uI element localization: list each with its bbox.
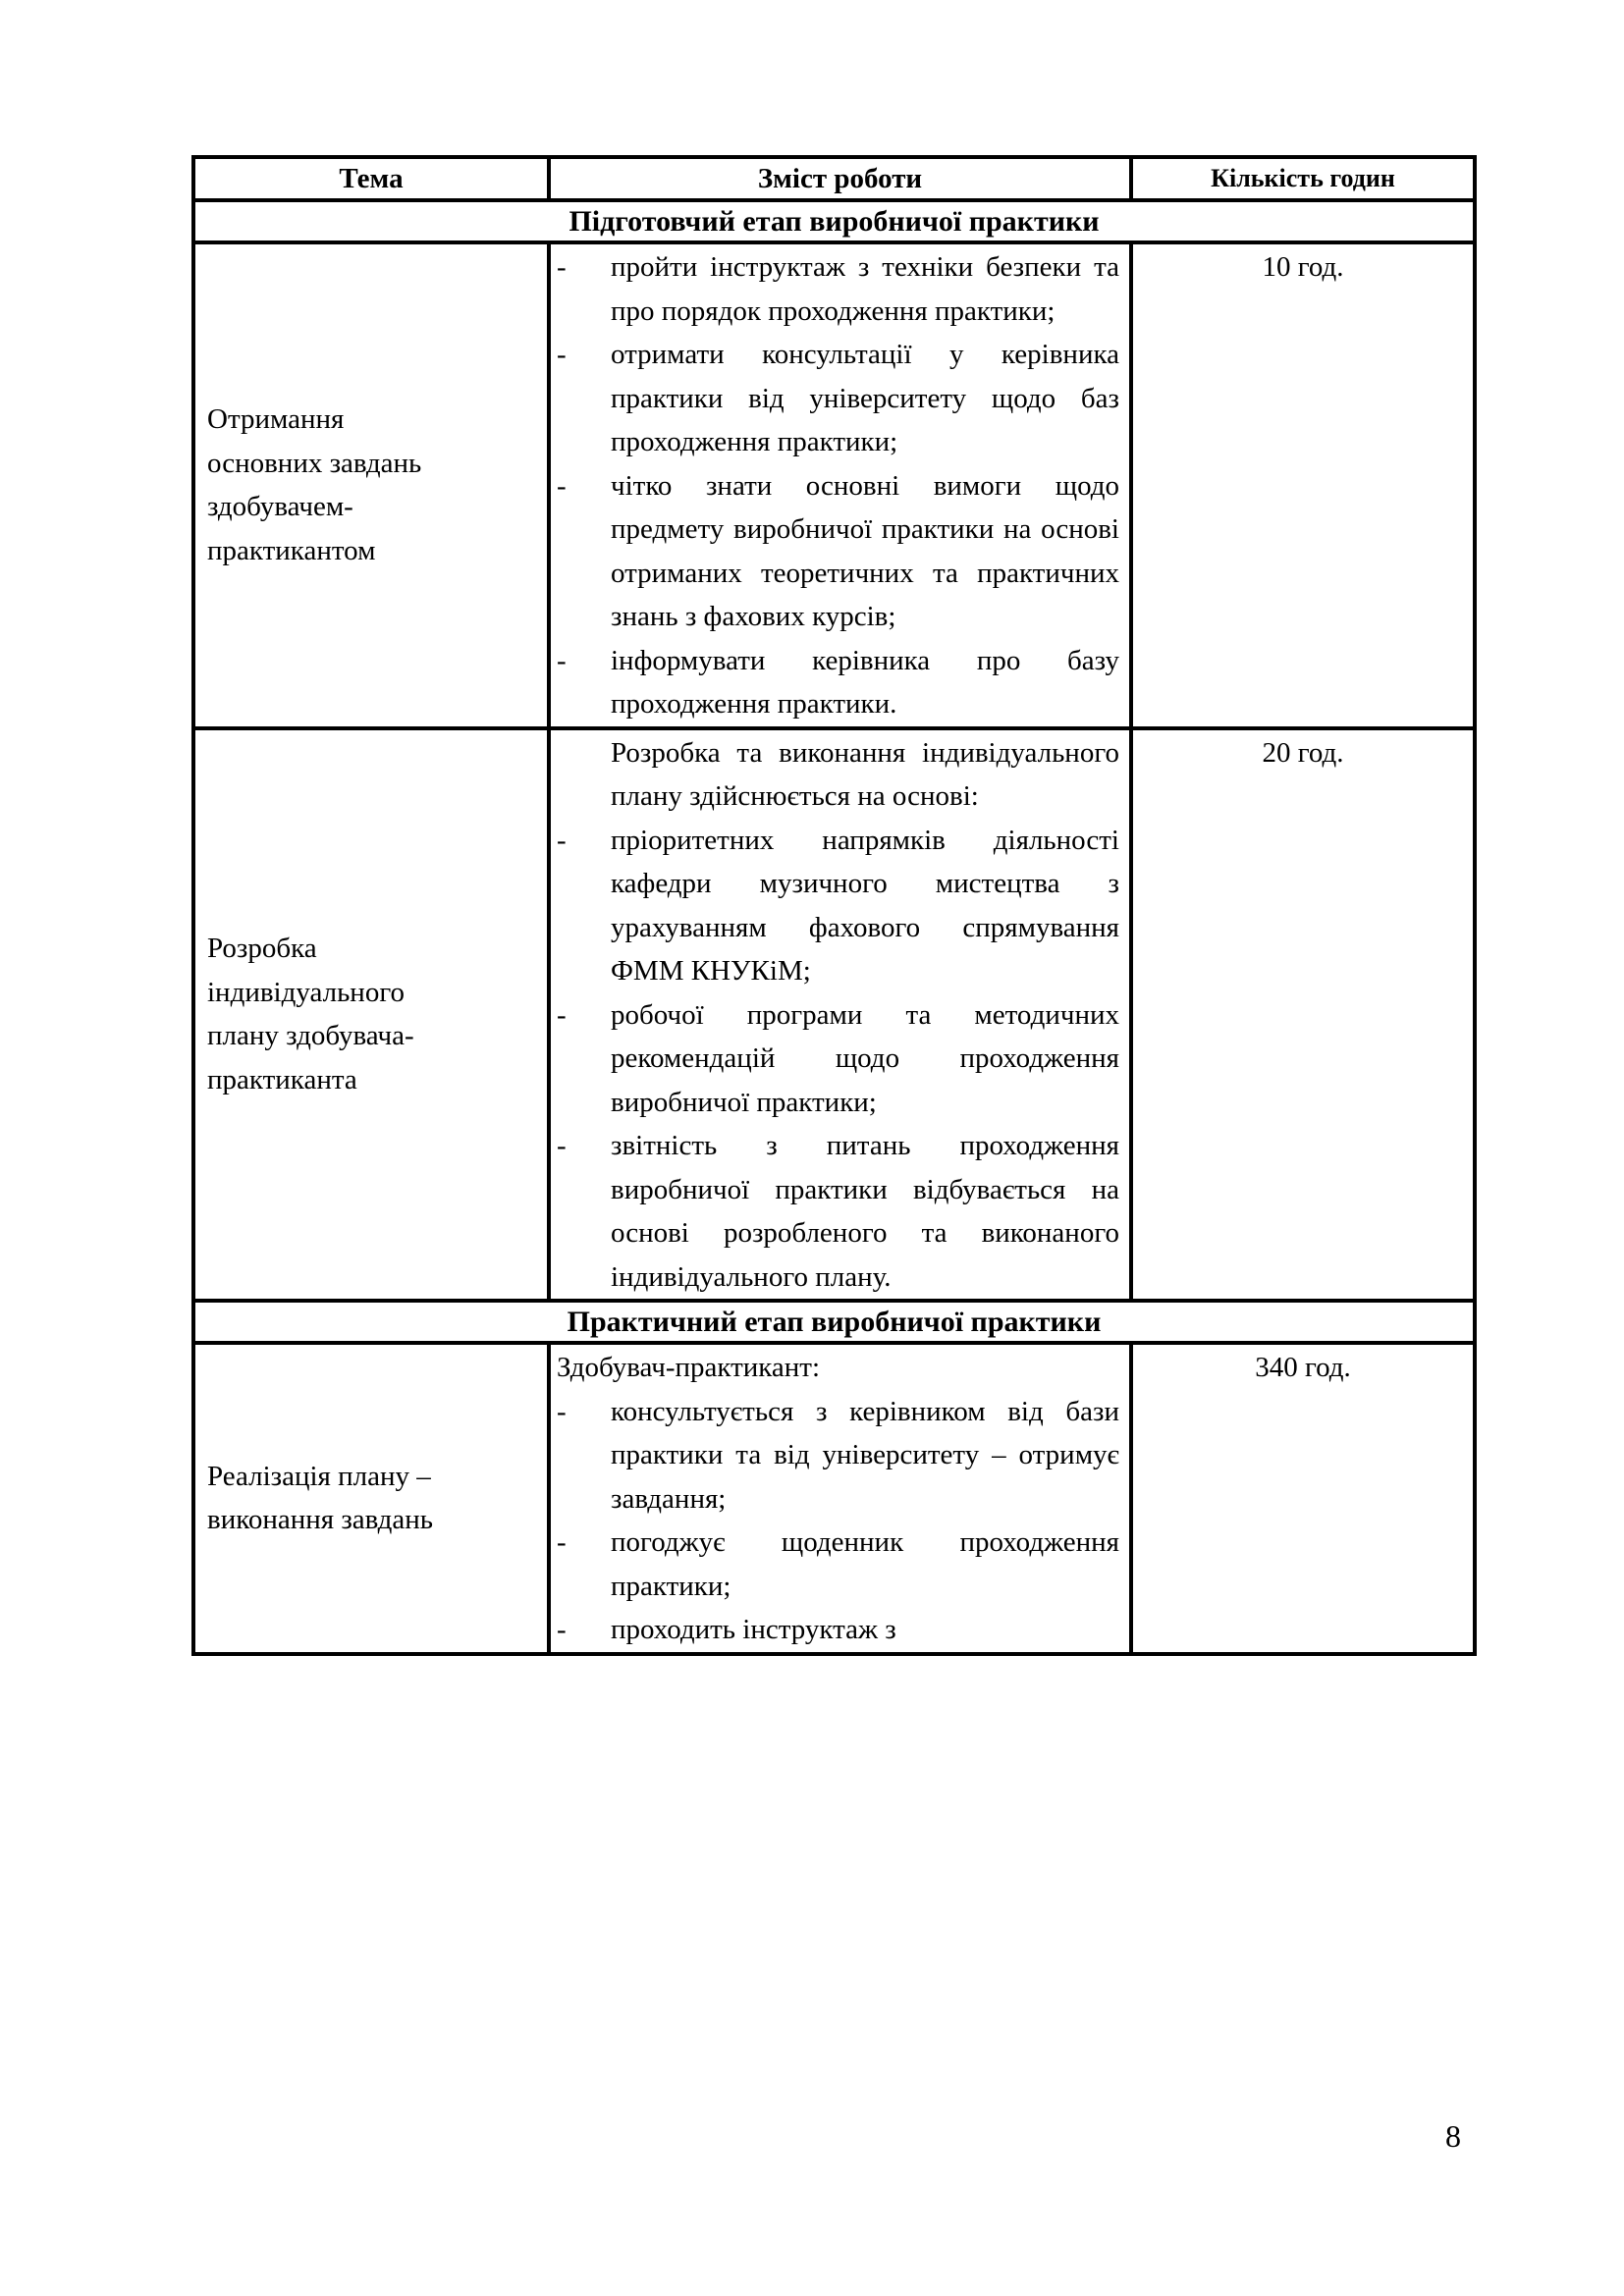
hours-cell: 10 год. <box>1131 242 1475 728</box>
list-item <box>557 1124 1119 1299</box>
page-number: 8 <box>1445 2118 1461 2154</box>
list-item-text: погоджує щоденник проходження практики; <box>611 1526 1119 1602</box>
theme-cell <box>193 728 549 1302</box>
list-item-text: чітко знати основні вимоги щодо предмету виробничої практики на основі отриманих теоретичних та практичних знань з фахових курсів; <box>611 469 1119 632</box>
bullet-dash: - <box>557 824 567 856</box>
list-item <box>557 639 1119 726</box>
content-cell <box>549 728 1131 1302</box>
practice-schedule-table <box>191 155 1477 1656</box>
list-item-text: робочої програми та методичних рекомендацій щодо проходження виробничої практики; <box>611 998 1119 1118</box>
section-row-preparatory <box>193 200 1475 242</box>
list-item <box>557 1390 1119 1522</box>
table-header-row <box>193 157 1475 200</box>
bullet-dash: - <box>557 251 567 283</box>
list-item <box>557 993 1119 1125</box>
list-item <box>557 464 1119 639</box>
content-intro: Здобувач-практикант: <box>557 1352 821 1383</box>
list-item <box>557 333 1119 464</box>
column-header-theme: Тема <box>193 157 549 200</box>
list-item <box>557 819 1119 993</box>
bullet-dash: - <box>557 339 567 370</box>
column-header-content: Зміст роботи <box>549 157 1131 200</box>
theme-text: Реалізація плану – виконання завдань <box>207 1460 434 1536</box>
content-intro: Розробка та виконання індивідуального плану здійснюється на основі: <box>611 736 1119 812</box>
theme-cell <box>193 1343 549 1654</box>
bullet-dash: - <box>557 644 567 676</box>
hours-cell: 340 год. <box>1131 1343 1475 1654</box>
theme-cell <box>193 242 549 728</box>
bullet-dash: - <box>557 1130 567 1161</box>
content-cell <box>549 242 1131 728</box>
list-item-text: отримати консультації у керівника практики від університету щодо баз проходження практики; <box>611 339 1119 457</box>
section-title-practical: Практичний етап виробничої практики <box>193 1301 1475 1343</box>
bullet-dash: - <box>557 1395 567 1427</box>
list-item <box>557 1608 1119 1652</box>
list-item <box>557 245 1119 333</box>
list-item-text: проходить інструктаж з <box>611 1614 896 1645</box>
table-row-3 <box>193 1343 1475 1654</box>
bullet-dash: - <box>557 1526 567 1558</box>
bullet-dash: - <box>557 1614 567 1645</box>
list-item-text: консультується з керівником від бази практики та від університету – отримує завдання; <box>611 1395 1119 1515</box>
list-item-text: звітність з питань проходження виробничої практики відбувається на основі розробленого та виконаного індивідуального плану. <box>611 1130 1119 1293</box>
section-title-preparatory: Підготовчий етап виробничої практики <box>193 200 1475 242</box>
bullet-dash: - <box>557 998 567 1031</box>
theme-text: Розробка індивідуального плану здобувача-практиканта <box>207 933 414 1095</box>
column-header-hours: Кількість годин <box>1131 157 1475 200</box>
theme-text: Отримання основних завдань здобувачем-практикантом <box>207 403 422 566</box>
content-cell <box>549 1343 1131 1654</box>
list-item <box>557 1521 1119 1608</box>
list-item-text: пріоритетних напрямків діяльності кафедри музичного мистецтва з урахуванням фахового спрямування ФММ КНУКіМ; <box>611 824 1119 987</box>
list-item-text: інформувати керівника про базу проходження практики. <box>611 644 1119 720</box>
table-row-2 <box>193 728 1475 1302</box>
table-row-1 <box>193 242 1475 728</box>
section-row-practical <box>193 1301 1475 1343</box>
hours-cell: 20 год. <box>1131 728 1475 1302</box>
bullet-dash: - <box>557 469 567 502</box>
list-item-text: пройти інструктаж з техніки безпеки та про порядок проходження практики; <box>611 251 1119 327</box>
